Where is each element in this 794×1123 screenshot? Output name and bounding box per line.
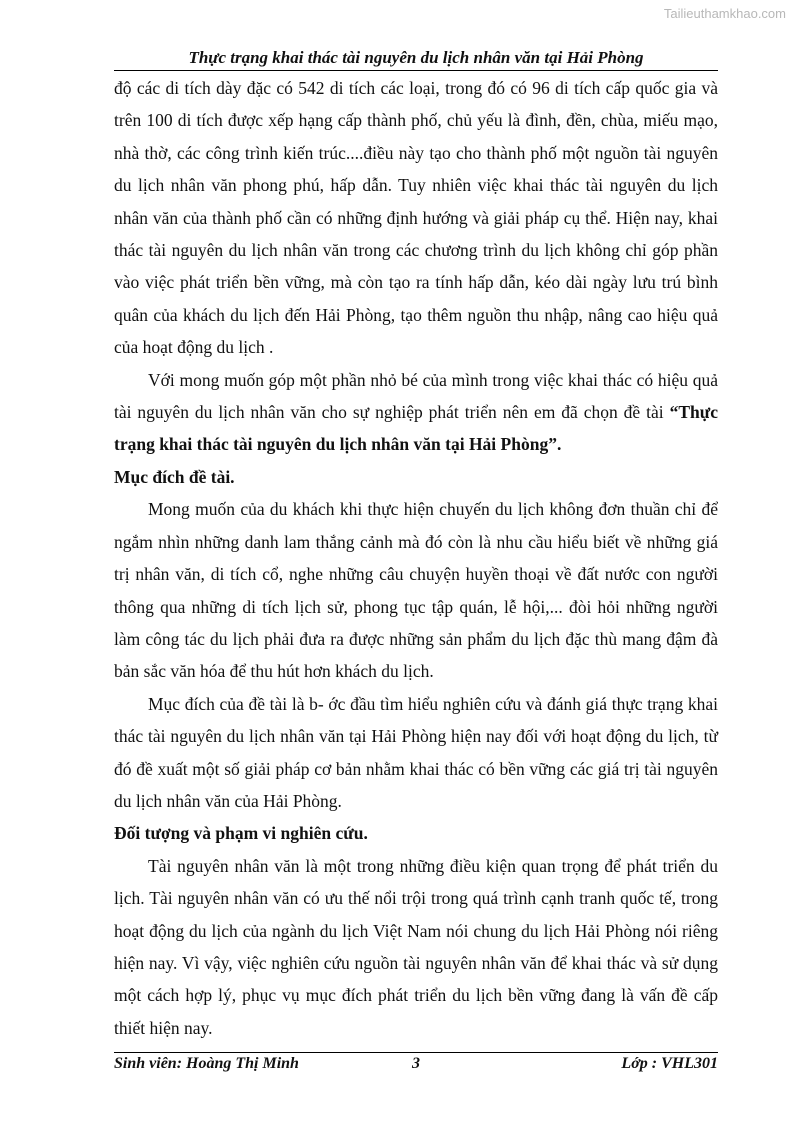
paragraph-continuation: độ các di tích dày đặc có 542 di tích các loại, trong đó có 96 di tích cấp quốc gia và trên 100 di tích được xếp hạng cấp thành phố, chủ yếu là đình, đền, chùa, miếu mạo, nhà thờ, các công trình kiến trúc....điều này tạo cho thành phố một nguồn tài nguyên du lịch nhân văn phong phú, hấp dẫn. Tuy nhiên việc khai thác tài nguyên du lịch nhân văn của thành phố cần có những định hướng và giải pháp cụ thể. Hiện nay, khai thác tài nguyên du lịch nhân văn trong các chương trình du lịch không chỉ góp phần vào việc phát triển bền vững, mà còn tạo ra tính hấp dẫn, kéo dài ngày lưu trú bình quân của khách du lịch đến Hải Phòng, tạo thêm nguồn thu nhập, nâng cao hiệu quả của hoạt động du lịch . [114, 78, 718, 358]
footer-student: Sinh viên: Hoàng Thị Minh [114, 1055, 299, 1072]
page-header-title: Thực trạng khai thác tài nguyên du lịch nhân văn tại Hải Phòng [188, 48, 644, 67]
section-heading-purpose: Mục đích đề tài. [114, 466, 235, 487]
paragraph-purpose-2: Mục đích của đề tài là b- ớc đầu tìm hiểu nghiên cứu và đánh giá thực trạng khai thác tài nguyên du lịch nhân văn tại Hải Phòng hiện nay đối với hoạt động du lịch, từ đó đề xuất một số giải pháp cơ bản nhằm khai thác có bền vững các giá trị tài nguyên du lịch nhân văn của Hải Phòng. [114, 693, 718, 811]
footer-page-number: 3 [412, 1055, 420, 1072]
thesis-title: “Thực trạng khai thác tài nguyên du lịch nhân văn tại Hải Phòng”. [114, 402, 718, 455]
watermark: Tailieuthamkhao.com [663, 6, 786, 21]
section-heading-scope: Đối tượng và phạm vi nghiên cứu. [114, 823, 368, 844]
footer-class: Lớp : VHL301 [621, 1055, 718, 1072]
header-rule [114, 70, 718, 71]
paragraph-purpose-1: Mong muốn của du khách khi thực hiện chuyến du lịch không đơn thuần chỉ để ngắm nhìn những danh lam thắng cảnh mà đó còn là nhu cầu hiểu biết về những giá trị nhân văn, di tích cổ, nghe những câu chuyện huyền thoại về đất nước con người thông qua những di tích lịch sử, phong tục tập quán, lễ hội,... đòi hỏi những người làm công tác du lịch phải đưa ra được những sản phẩm du lịch đặc thù mang đậm đà bản sắc văn hóa để thu hút hơn khách du lịch. [114, 499, 718, 682]
page-footer [114, 1055, 718, 1079]
page-content [114, 72, 718, 1044]
paragraph-scope: Tài nguyên nhân văn là một trong những điều kiện quan trọng để phát triển du lịch. Tài nguyên nhân văn có ưu thế nổi trội trong quá trình cạnh tranh quốc tế, trong hoạt động du lịch của ngành du lịch Việt Nam nói chung du lịch Hải Phòng nói riêng hiện nay. Vì vậy, việc nghiên cứu nguồn tài nguyên nhân văn để khai thác và sử dụng một cách hợp lý, phục vụ mục đích phát triển du lịch bền vững đang là vấn đề cấp thiết hiện nay. [114, 855, 718, 1038]
paragraph-topic-text: Với mong muốn góp một phần nhỏ bé của mình trong việc khai thác có hiệu quả tài nguyên du lịch nhân văn cho sự nghiệp phát triển nên em đã chọn đề tài [114, 369, 718, 423]
paragraph-topic-choice [114, 364, 718, 461]
footer-rule [114, 1052, 718, 1053]
